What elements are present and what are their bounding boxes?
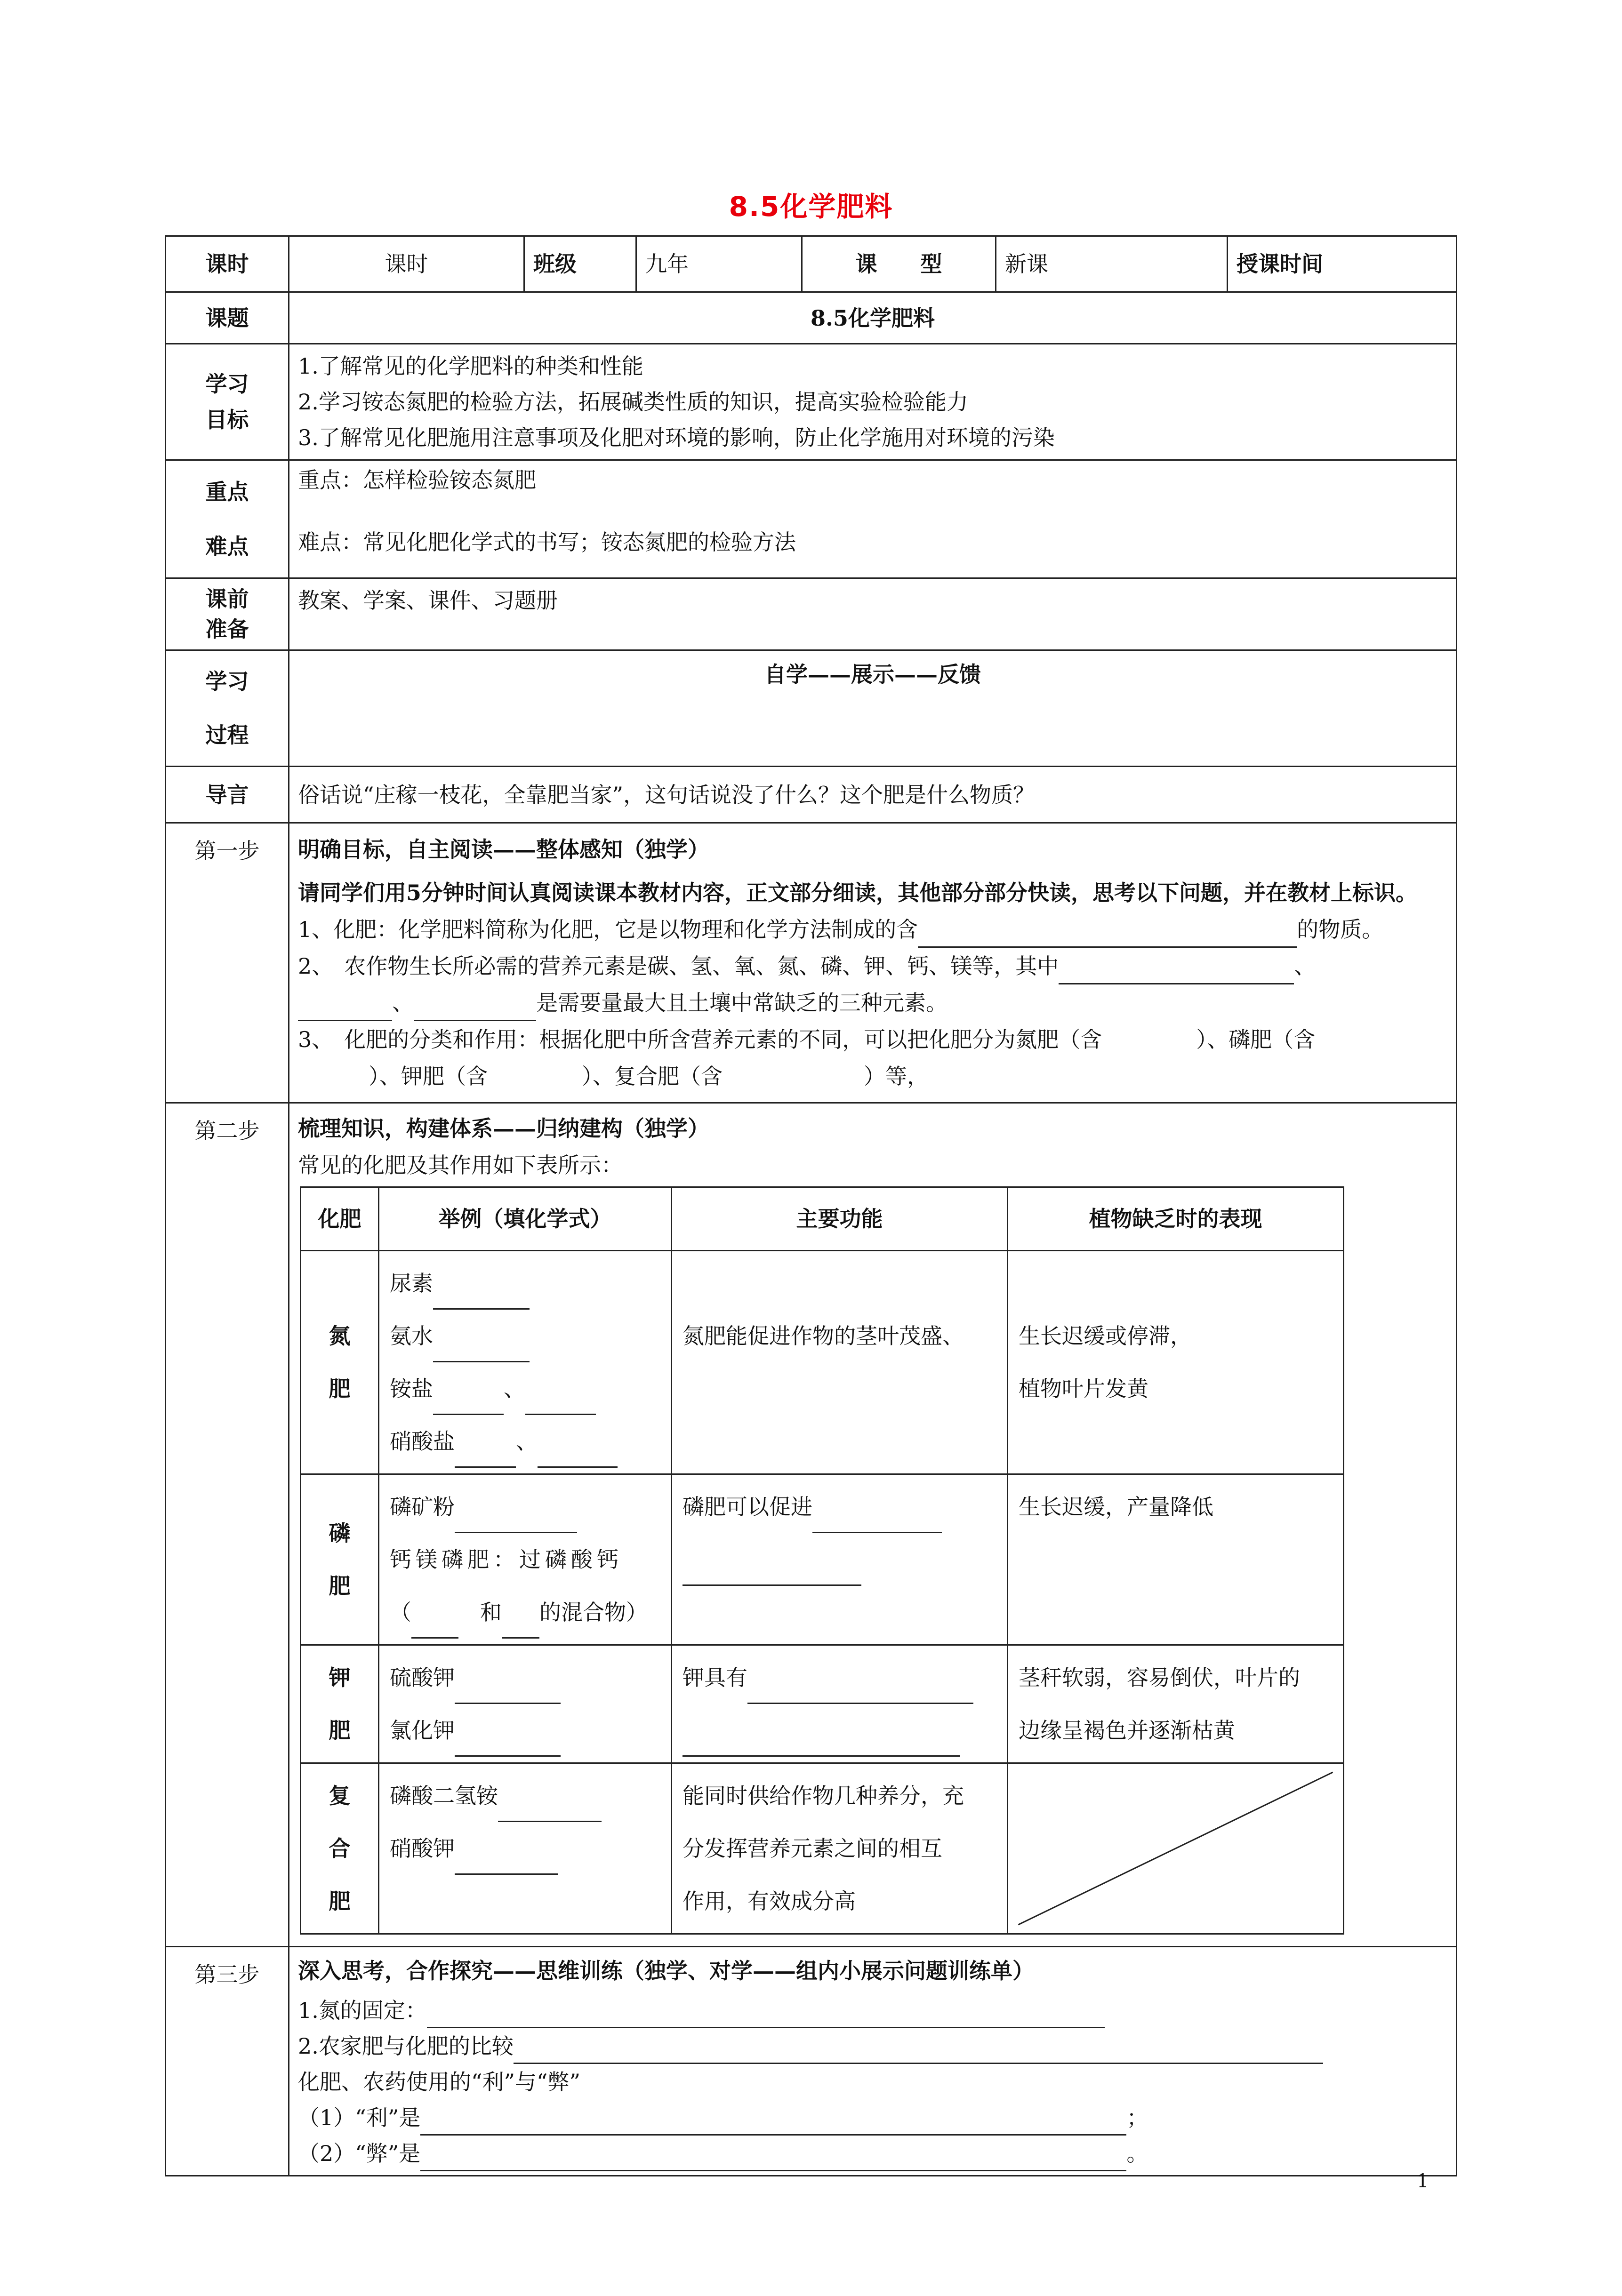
- header-ks-value: 课时: [289, 236, 524, 292]
- col-header: 化肥: [301, 1187, 379, 1251]
- nitrogen-cat: 氮 肥: [301, 1251, 379, 1474]
- step2-label: 第二步: [166, 1103, 289, 1947]
- answer-blank[interactable]: [427, 2002, 1105, 2028]
- diagonal-line: [1008, 1764, 1343, 1933]
- goal-line: 2.学习铵态氮肥的检验方法，拓展碱类性质的知识，提高实验检验能力: [298, 389, 968, 415]
- answer-blank[interactable]: [455, 1442, 516, 1468]
- step1-heading: 明确目标，自主阅读——整体感知（独学）: [298, 837, 709, 862]
- step2-row: [166, 1103, 1457, 1947]
- header-bj-value: 九年: [636, 236, 802, 292]
- header-kx-value: 新课: [996, 236, 1228, 292]
- header-sk-label: 授课时间: [1237, 251, 1323, 277]
- prep-label-2: 准备: [205, 616, 249, 642]
- step3-q3: 化肥、农药使用的“利”与“弊”: [298, 2069, 581, 2095]
- col-header: 主要功能: [672, 1187, 1008, 1251]
- goals-content: [289, 344, 1457, 460]
- step3-label: 第三步: [166, 1947, 289, 2176]
- process-row: [166, 650, 1457, 767]
- answer-blank[interactable]: [433, 1284, 530, 1310]
- answer-blank[interactable]: [498, 1796, 602, 1822]
- answer-blank[interactable]: [433, 1389, 504, 1415]
- goal-line: 1.了解常见的化学肥料的种类和性能: [298, 353, 643, 379]
- step1-q3: 3、 化肥的分类和作用：根据化肥中所含营养元素的不同，可以把化肥分为氮肥（含 ）、磷肥（含: [298, 1027, 1316, 1052]
- key-point: 重点：怎样检验铵态氮肥: [298, 467, 536, 493]
- phosphorus-cat: 磷 肥: [301, 1474, 379, 1645]
- answer-blank[interactable]: [414, 995, 536, 1021]
- answer-blank[interactable]: [298, 995, 392, 1021]
- step1-instruction: 请同学们用5分钟时间认真阅读课本教材内容，正文部分细读，其他部分部分快读，思考以下问题，并在教材上标识。: [298, 880, 1418, 905]
- answer-blank[interactable]: [502, 1613, 539, 1639]
- header-sk-cell: [1228, 236, 1457, 292]
- answer-blank[interactable]: [1059, 959, 1294, 984]
- answer-blank[interactable]: [420, 2110, 1126, 2136]
- header-bj-label: 班级: [524, 236, 636, 292]
- fertilizer-table-header: [301, 1187, 1344, 1251]
- key-content: [289, 460, 1457, 578]
- nitrogen-examples: 尿素 氨水 铵盐 、 硝酸盐 、: [379, 1251, 672, 1474]
- step1-content: [289, 823, 1457, 1103]
- phosphorus-row: [301, 1474, 1344, 1645]
- step3-q2: 2.农家肥与化肥的比较: [298, 2028, 1447, 2064]
- fertilizer-table: [300, 1186, 1344, 1935]
- intro-value: 俗话说“庄稼一枝花，全靠肥当家”，这句话说没了什么？这个肥是什么物质？: [289, 767, 1457, 823]
- step1-row: [166, 823, 1457, 1103]
- answer-blank[interactable]: [455, 1731, 561, 1757]
- step3-row: [166, 1947, 1457, 2176]
- step3-q4: （1）“利”是 ；: [298, 2100, 1447, 2136]
- goals-row: [166, 344, 1457, 460]
- topic-value: 8.5化学肥料: [289, 292, 1457, 344]
- header-kx-label: 课 型: [802, 236, 996, 292]
- header-row: [166, 236, 1457, 292]
- intro-row: [166, 767, 1457, 823]
- step1-q2: 2、 农作物生长所必需的营养元素是碳、氢、氧、氮、磷、钾、钙、镁等，其中 、: [298, 948, 1447, 984]
- phosphorus-deficiency: 生长迟缓，产量降低: [1008, 1474, 1344, 1645]
- key-label-1: 重点: [205, 479, 249, 504]
- step2-content: [289, 1103, 1457, 1947]
- potassium-examples: 硫酸钾 氯化钾: [379, 1645, 672, 1763]
- answer-blank[interactable]: [455, 1507, 577, 1533]
- key-label: [166, 460, 289, 578]
- goals-label-2: 目标: [205, 407, 249, 432]
- goals-label-1: 学习: [205, 371, 249, 397]
- process-value: 自学——展示——反馈: [289, 650, 1457, 767]
- answer-blank[interactable]: [918, 922, 1297, 948]
- col-header: 植物缺乏时的表现: [1008, 1187, 1344, 1251]
- col-header: 举例（填化学式）: [379, 1187, 672, 1251]
- answer-blank[interactable]: [683, 1731, 960, 1757]
- step1-q2-cont: 、 是需要量最大且土壤中常缺乏的三种元素。: [298, 984, 1447, 1021]
- prep-row: [166, 578, 1457, 650]
- page-title: 8.5化学肥料: [729, 191, 893, 223]
- potassium-cat: 钾 肥: [301, 1645, 379, 1763]
- compound-deficiency-empty: [1008, 1763, 1344, 1934]
- potassium-row: [301, 1645, 1344, 1763]
- answer-blank[interactable]: [514, 2038, 1323, 2064]
- step1-q3-cont: ）、钾肥（含 ）、复合肥（含 ）等，: [369, 1064, 929, 1089]
- compound-examples: 磷酸二氢铵 硝酸钾: [379, 1763, 672, 1934]
- header-ks-label: 课时: [166, 236, 289, 292]
- answer-blank[interactable]: [538, 1442, 618, 1468]
- compound-function: 能同时供给作物几种养分，充 分发挥营养元素之间的相互 作用，有效成分高: [672, 1763, 1008, 1934]
- lesson-plan-table: [165, 235, 1457, 2176]
- answer-blank[interactable]: [683, 1560, 861, 1586]
- nitrogen-row: [301, 1251, 1344, 1474]
- nitrogen-deficiency: 生长迟缓或停滞， 植物叶片发黄: [1008, 1251, 1344, 1474]
- potassium-deficiency: 茎秆软弱，容易倒伏，叶片的 边缘呈褐色并逐渐枯黄: [1008, 1645, 1344, 1763]
- compound-cat: 复 合 肥: [301, 1763, 379, 1934]
- answer-blank[interactable]: [455, 1678, 561, 1704]
- prep-value: 教案、学案、课件、习题册: [289, 578, 1457, 650]
- key-difficult-row: [166, 460, 1457, 578]
- step2-heading: 梳理知识，构建体系——归纳建构（独学）: [298, 1116, 709, 1141]
- goals-label: [166, 344, 289, 460]
- nitrogen-function: 氮肥能促进作物的茎叶茂盛、: [672, 1251, 1008, 1474]
- answer-blank[interactable]: [411, 1613, 458, 1639]
- process-label-1: 学习: [205, 669, 249, 694]
- phosphorus-examples: 磷矿粉 钙镁磷肥：过磷酸钙 （ 和 的混合物）: [379, 1474, 672, 1645]
- step1-q1: 1、化肥：化学肥料简称为化肥，它是以物理和化学方法制成的含 的物质。: [298, 911, 1447, 948]
- prep-label-1: 课前: [205, 586, 249, 612]
- potassium-function: 钾具有: [672, 1645, 1008, 1763]
- answer-blank[interactable]: [525, 1389, 596, 1415]
- step2-intro: 常见的化肥及其作用如下表所示：: [298, 1152, 623, 1178]
- step1-label: 第一步: [166, 823, 289, 1103]
- answer-blank[interactable]: [433, 1336, 530, 1362]
- compound-row: [301, 1763, 1344, 1934]
- intro-label: 导言: [166, 767, 289, 823]
- step3-q5: （2）“弊”是 。: [298, 2136, 1447, 2171]
- step3-content: [289, 1947, 1457, 2176]
- answer-blank[interactable]: [420, 2145, 1126, 2171]
- difficult-point: 难点：常见化肥化学式的书写；铵态氮肥的检验方法: [298, 529, 796, 555]
- topic-label: 课题: [166, 292, 289, 344]
- process-label-2: 过程: [205, 722, 249, 748]
- topic-row: [166, 292, 1457, 344]
- answer-blank[interactable]: [747, 1678, 973, 1704]
- answer-blank[interactable]: [455, 1849, 558, 1875]
- process-label: [166, 650, 289, 767]
- step3-heading: 深入思考，合作探究——思维训练（独学、对学——组内小展示问题训练单）: [298, 1958, 1034, 1984]
- answer-blank[interactable]: [812, 1507, 942, 1533]
- prep-label: [166, 578, 289, 650]
- key-label-2: 难点: [205, 534, 249, 559]
- phosphorus-function: 磷肥可以促进: [672, 1474, 1008, 1645]
- goal-line: 3.了解常见化肥施用注意事项及化肥对环境的影响，防止化学施用对环境的污染: [298, 425, 1055, 450]
- page-number: 1: [1417, 2170, 1429, 2192]
- step3-q1: 1.氮的固定：: [298, 1992, 1447, 2028]
